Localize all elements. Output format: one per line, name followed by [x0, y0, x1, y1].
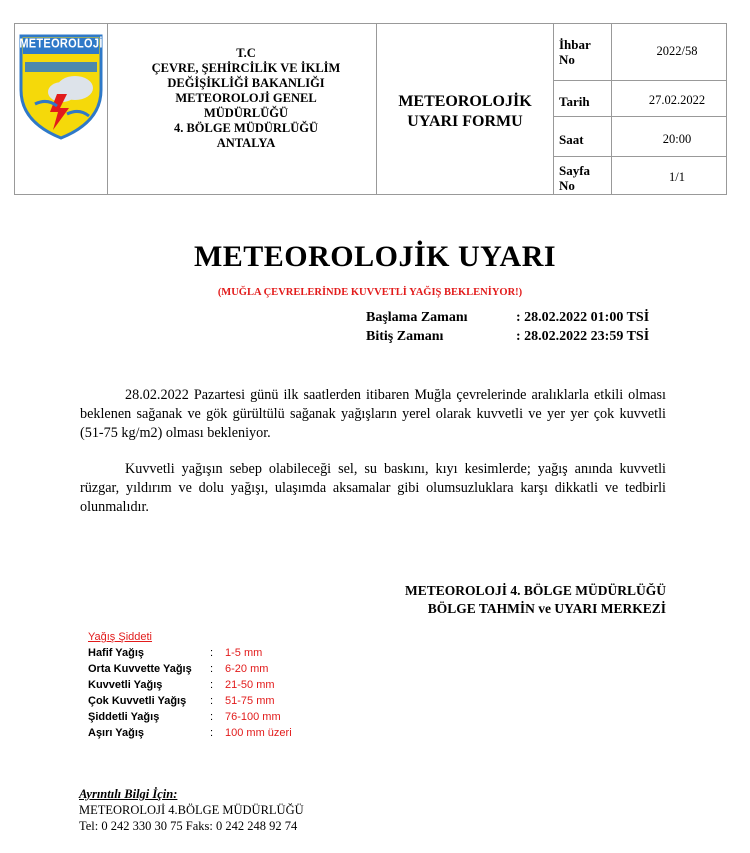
legend-label: Çok Kuvvetli Yağış: [88, 695, 187, 707]
legend-label: Şiddetli Yağış: [88, 711, 160, 723]
legend-value: 100 mm üzeri: [225, 727, 292, 739]
contact-phone: Tel: 0 242 330 30 75 Faks: 0 242 248 92 74: [79, 819, 298, 833]
meteorology-logo: [17, 32, 105, 142]
header-table: [14, 23, 727, 195]
legend-row: [88, 695, 275, 710]
legend-row: [88, 727, 292, 742]
ihbar-value: 2022/58: [656, 44, 698, 58]
warning-subtitle: (MUĞLA ÇEVRELERİNDE KUVVETLİ YAĞIŞ BEKLENİYOR!): [217, 287, 523, 298]
legend-value: 51-75 mm: [225, 695, 275, 707]
legend-row: [88, 679, 275, 694]
legend-row: [88, 663, 269, 678]
sayfa-value: 1/1: [669, 170, 685, 184]
tarih-value: 27.02.2022: [648, 93, 706, 107]
ihbar-label-line: İhbar: [559, 37, 591, 52]
legend-title: Yağış Şiddeti: [88, 631, 153, 643]
form-title-line: METEOROLOJİK: [398, 93, 532, 110]
legend-row: [88, 711, 281, 726]
sayfa-label: [559, 163, 590, 193]
start-time-value: : 28.02.2022 01:00 TSİ: [516, 310, 650, 325]
ministry-line: MÜDÜRLÜĞÜ: [203, 106, 289, 120]
form-title-line: UYARI FORMU: [407, 113, 523, 130]
legend-value: 1-5 mm: [225, 647, 263, 659]
contact-org: METEOROLOJİ 4.BÖLGE MÜDÜRLÜĞÜ: [79, 803, 304, 817]
ihbar-label-line: No: [559, 52, 575, 67]
legend-separator: :: [210, 679, 214, 691]
ministry-line: DEĞİŞİKLİĞİ BAKANLIĞI: [167, 76, 325, 90]
warning-paragraph-2: [80, 460, 666, 517]
legend-label: Kuvvetli Yağış: [88, 679, 163, 691]
legend-label: Aşırı Yağış: [88, 727, 145, 739]
start-time-label: Başlama Zamanı: [366, 310, 468, 325]
contact-heading: Ayrıntılı Bilgi İçin:: [79, 787, 178, 801]
end-time-value: : 28.02.2022 23:59 TSİ: [516, 329, 650, 344]
legend-label: Orta Kuvvette Yağış: [88, 663, 192, 675]
sayfa-label-line: No: [559, 178, 575, 193]
warning-title: METEOROLOJİK UYARI: [193, 240, 557, 273]
ministry-line: METEOROLOJİ GENEL: [175, 91, 317, 105]
paragraph-text: Kuvvetli yağışın sebep olabileceği sel, su baskını, kıyı kesimlerde; yağış anında kuvvetli rüzgar, yıldırım ve dolu yağışı, ulaşımda aksamalar gibi olumsuzluklara karşı dikkatli ve tedbirli olunmalıdır.: [80, 461, 666, 515]
legend-row: [88, 647, 263, 662]
tarih-label: Tarih: [559, 94, 590, 109]
saat-value: 20:00: [662, 132, 692, 146]
ministry-line: T.C: [236, 46, 256, 60]
form-title: [377, 92, 553, 132]
legend-value: 21-50 mm: [225, 679, 275, 691]
legend-label: Hafif Yağış: [88, 647, 145, 659]
warning-paragraph-1: [80, 386, 666, 443]
legend-separator: :: [210, 647, 214, 659]
end-time-label: Bitiş Zamanı: [366, 329, 444, 344]
saat-label: Saat: [559, 132, 584, 147]
ihbar-label: [559, 37, 591, 67]
ministry-block: [121, 46, 371, 151]
legend-separator: :: [210, 695, 214, 707]
ministry-line: 4. BÖLGE MÜDÜRLÜĞÜ: [173, 121, 319, 135]
logo-text: METEOROLOJİ: [19, 36, 103, 52]
legend-value: 76-100 mm: [225, 711, 281, 723]
paragraph-text: 28.02.2022 Pazartesi günü ilk saatlerden itibaren Muğla çevrelerinde aralıklarla etkili olması beklenen sağanak ve gök gürültülü sağanak yağışların yerel olarak kuvvetli ve yer yer çok kuvvetli (51-75 kg/m2) olması bekleniyor.: [80, 387, 666, 441]
legend-separator: :: [210, 663, 214, 675]
sayfa-label-line: Sayfa: [559, 163, 591, 178]
ministry-line: ANTALYA: [216, 136, 276, 150]
legend-separator: :: [210, 727, 214, 739]
ministry-line: ÇEVRE, ŞEHİRCİLİK VE İKLİM: [151, 61, 341, 75]
signature-line-1: METEOROLOJİ 4. BÖLGE MÜDÜRLÜĞÜ: [404, 583, 666, 598]
signature-line-2: BÖLGE TAHMİN ve UYARI MERKEZİ: [427, 601, 666, 616]
legend-separator: :: [210, 711, 214, 723]
legend-value: 6-20 mm: [225, 663, 269, 675]
